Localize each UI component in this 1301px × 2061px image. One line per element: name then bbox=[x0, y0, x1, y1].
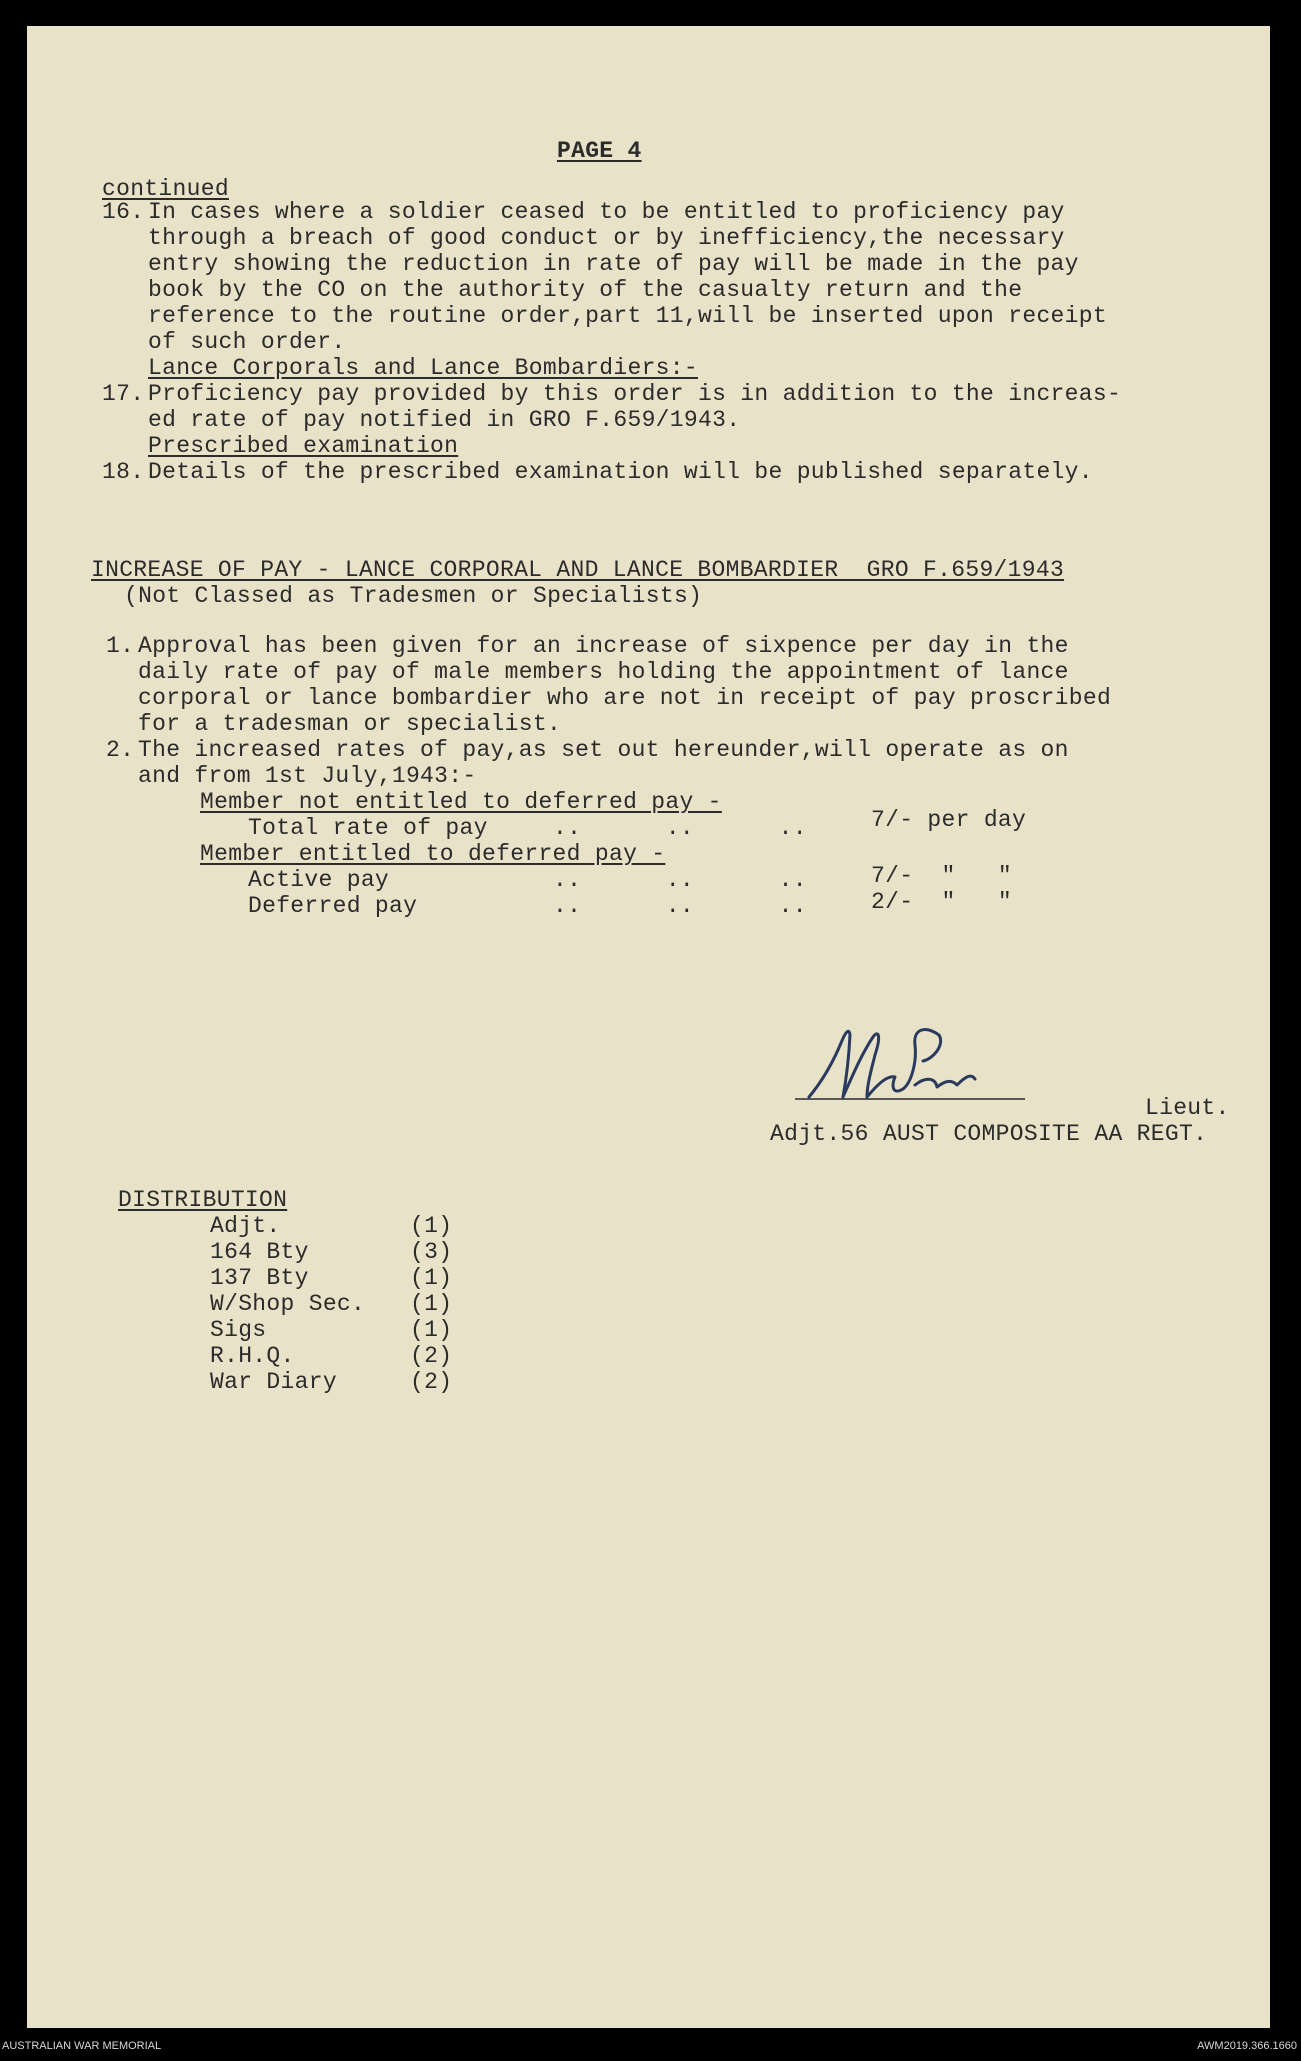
section-para-1-number: 1. bbox=[106, 633, 135, 659]
distribution-name: 137 Bty bbox=[210, 1265, 309, 1291]
section-para-2-number: 2. bbox=[106, 737, 135, 763]
para-17-line: ed rate of pay notified in GRO F.659/1943. bbox=[148, 407, 741, 433]
para-16-line: In cases where a soldier ceased to be entitled to proficiency pay bbox=[148, 199, 1065, 225]
heading-lance-corporals: Lance Corporals and Lance Bombardiers:- bbox=[148, 355, 698, 381]
para-17-number: 17. bbox=[102, 381, 145, 407]
handwritten-signature bbox=[795, 1015, 1035, 1105]
distribution-count: (1) bbox=[410, 1317, 453, 1343]
distribution-count: (1) bbox=[410, 1213, 453, 1239]
pay-row-dots: .. .. .. bbox=[553, 893, 807, 919]
para-16-line: through a breach of good conduct or by inefficiency,the necessary bbox=[148, 225, 1065, 251]
section-para-1-line: daily rate of pay of male members holding the appointment of lance bbox=[138, 659, 1069, 685]
para-16-line: reference to the routine order,part 11,will be inserted upon receipt bbox=[148, 303, 1107, 329]
distribution-name: Adjt. bbox=[210, 1213, 281, 1239]
pay-row-label: Active pay bbox=[248, 867, 390, 893]
distribution-count: (1) bbox=[410, 1265, 453, 1291]
pay-row-value: 2/- " " bbox=[871, 889, 1013, 915]
para-18-line: Details of the prescribed examination will be published separately. bbox=[148, 459, 1093, 485]
section-para-1-line: for a tradesman or specialist. bbox=[138, 711, 562, 737]
para-16-number: 16. bbox=[102, 199, 145, 225]
distribution-count: (1) bbox=[410, 1291, 453, 1317]
signature-rank: Lieut. bbox=[1145, 1095, 1230, 1121]
pay-row-value: 7/- " " bbox=[871, 863, 1013, 889]
continued-label: continued bbox=[102, 176, 229, 202]
page-title: PAGE 4 bbox=[557, 138, 642, 164]
section-para-1-line: corporal or lance bombardier who are not in receipt of pay proscribed bbox=[138, 685, 1112, 711]
distribution-count: (3) bbox=[410, 1239, 453, 1265]
para-16-line: entry showing the reduction in rate of pay will be made in the pay bbox=[148, 251, 1079, 277]
distribution-name: R.H.Q. bbox=[210, 1343, 295, 1369]
para-17-line: Proficiency pay provided by this order is in addition to the increas- bbox=[148, 381, 1122, 407]
distribution-count: (2) bbox=[410, 1343, 453, 1369]
distribution-title: DISTRIBUTION bbox=[118, 1187, 288, 1213]
pay-row-label: Total rate of pay bbox=[248, 815, 488, 841]
section-title: INCREASE OF PAY - LANCE CORPORAL AND LANCE BOMBARDIER GRO F.659/1943 bbox=[91, 557, 1065, 583]
footer-archive-name: AUSTRALIAN WAR MEMORIAL bbox=[2, 2040, 162, 2052]
section-para-1-line: Approval has been given for an increase of sixpence per day in the bbox=[138, 633, 1069, 659]
pay-row-value: 7/- per day bbox=[871, 807, 1027, 833]
para-16-line: of such order. bbox=[148, 329, 346, 355]
distribution-name: Sigs bbox=[210, 1317, 267, 1343]
distribution-name: 164 Bty bbox=[210, 1239, 309, 1265]
distribution-count: (2) bbox=[410, 1369, 453, 1395]
pay-group-2-heading: Member entitled to deferred pay - bbox=[200, 841, 666, 867]
para-16-line: book by the CO on the authority of the casualty return and the bbox=[148, 277, 1023, 303]
section-para-2-line: and from 1st July,1943:- bbox=[138, 763, 477, 789]
footer-accession-number: AWM2019.366.1660 bbox=[1197, 2040, 1297, 2052]
pay-row-label: Deferred pay bbox=[248, 893, 418, 919]
para-18-number: 18. bbox=[102, 459, 145, 485]
heading-prescribed-exam: Prescribed examination bbox=[148, 433, 459, 459]
section-para-2-line: The increased rates of pay,as set out hereunder,will operate as on bbox=[138, 737, 1069, 763]
section-subtitle: (Not Classed as Tradesmen or Specialists) bbox=[124, 583, 703, 609]
distribution-name: War Diary bbox=[210, 1369, 337, 1395]
pay-row-dots: .. .. .. bbox=[553, 867, 807, 893]
pay-group-1-heading: Member not entitled to deferred pay - bbox=[200, 789, 722, 815]
distribution-name: W/Shop Sec. bbox=[210, 1291, 366, 1317]
signature-unit: Adjt.56 AUST COMPOSITE AA REGT. bbox=[770, 1121, 1208, 1147]
pay-row-dots: .. .. .. bbox=[553, 815, 807, 841]
